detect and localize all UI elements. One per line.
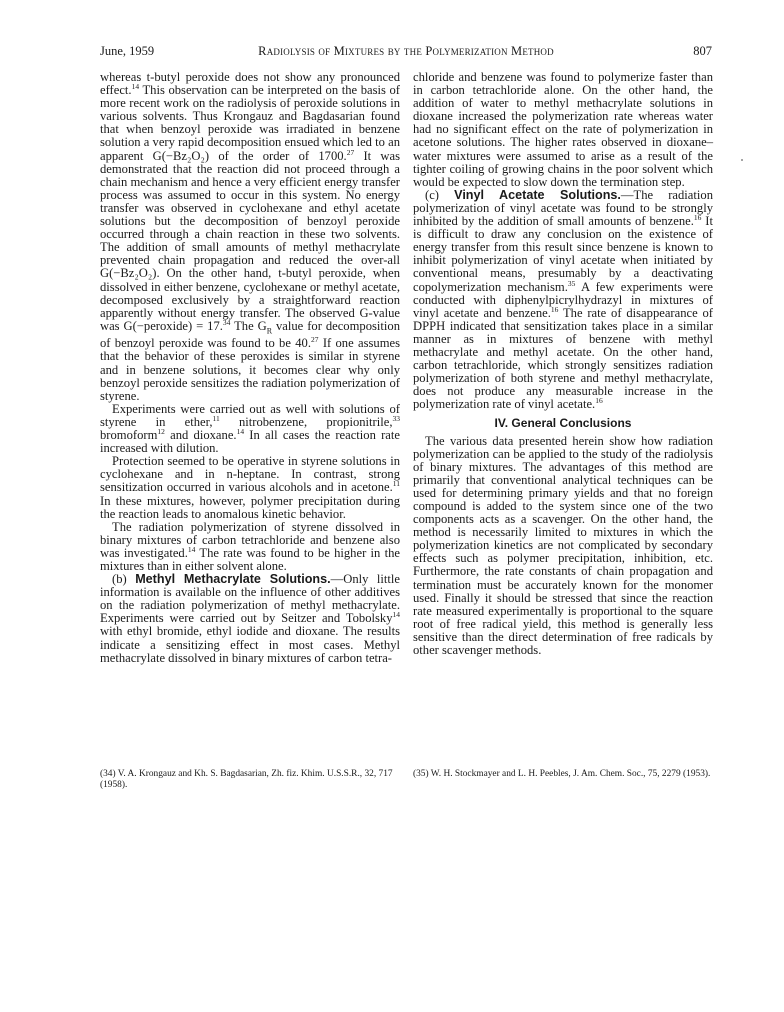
header-date: June, 1959 <box>100 44 155 58</box>
page-number: 807 <box>693 44 712 58</box>
margin-mark <box>741 159 743 161</box>
right-column <box>413 71 713 657</box>
paragraph: (b) Methyl Methacrylate Solutions.—Only little information is available on the influence of other additives on the radiation polymerization of methyl methacrylate. Experiments were carried out by Seitzer and Tobolsky$^{14}$ with ethyl bromide, ethyl iodide and dioxane. The results indicate a sensitizing effect in most cases. Methyl methacrylate dissolved in binary mixtures of carbon tetra- <box>100 572 401 665</box>
subsection-heading: Vinyl Acetate Solutions. <box>454 187 621 202</box>
paragraph: chloride and benzene was found to polymerize faster than in carbon tetrachloride alone. On the other hand, the addition of water to methyl methacrylate solutions in dioxane increased the polymerization rate whereas water had no significant effect on the rate of polymerization in acetone solutions. The higher rates observed in dioxane–water mixtures were assumed to arise as a result of the tighter coiling of growing chains in the poor solvent which would be expected to slow down the termination step. <box>413 70 713 189</box>
paragraph: whereas t-butyl peroxide does not show any pronounced effect.$^{14}$ This observation can be interpreted on the basis of more recent work on the radiolysis of peroxide solutions in various solvents. Thus Krongauz and Bagdasarian found that when benzoyl peroxide was irradiated in benzene solution a very rapid decomposition ensued which led to an apparent G(−Bz₂O₂) of the order of 1700.27 It was demonstrated that the reaction did not proceed through a chain mechanism and hence a very efficient energy transfer process was assumed to occur in this system. No energy transfer was observed in cyclohexane and ethyl acetate solutions but the decomposition of benzoyl peroxide occurred through a chain reaction in these two solvents. The addition of small amounts of methyl methacrylate prevented chain propagation and reduced the over-all G(−Bz₂O₂). On the other hand, t-butyl peroxide, when dissolved in either benzene, cyclohexane or methyl acetate, decomposed exclusively by a straightforward reaction apparently without energy transfer. The observed G-value was G(−peroxide) = 17.34 The $G_R$ value for decomposition of benzoyl peroxide was found to be 40.27 If one assumes that the behavior of these peroxides is similar in styrene and in benzene solutions, it becomes clear why only benzoyl peroxide sensitizes the radiation polymerization of styrene. <box>100 70 401 403</box>
paragraph: Protection seemed to be operative in styrene solutions in cyclohexane and in n-heptane. In contrast, strong sensitization occurred in various alcohols and in acetone.$^{11}$ In these mixtures, however, polymer precipitation during the reaction leads to anomalous kinetic behavior. <box>100 454 400 521</box>
section-heading: IV. General Conclusions <box>494 416 632 431</box>
running-title: Radiolysis of Mixtures by the Polymerization Method <box>258 44 554 58</box>
paragraph: The radiation polymerization of styrene dissolved in binary mixtures of carbon tetrachloride and benzene also was investigated.$^{14}$ The rate was found to be higher in the mixtures than in either solvent alone. <box>100 519 400 573</box>
footnote-left <box>100 765 400 791</box>
page-header <box>100 44 712 60</box>
paragraph: (c) Vinyl Acetate Solutions.—The radiation polymerization of vinyl acetate was found to be strongly inhibited by the addition of small amounts of benzene.$^{16}$ It is difficult to draw any conclusion on the existence of energy transfer from this result since benzene is known to inhibit polymerization of vinyl acetate when initiated by conventional means, presumably by a deactivating copolymerization mechanism.$^{35}$ A few experiments were conducted with diphenylpicrylhydrazyl in mixtures of vinyl acetate and benzene.$^{16}$ The rate of disappearance of DPPH indicated that sensitization takes place in a similar manner as in mixtures of benzene with methyl methacrylate and methyl acetate. On the other hand, carbon tetrachloride, which strongly sensitizes radiation polymerization of both styrene and methyl methacrylate, does not produce any measurable increase in the polymerization rate of vinyl acetate.$^{16}$ <box>413 187 713 412</box>
paragraph: Experiments were carried out as well with solutions of styrene in ether,$^{11}$ nitrobenzene, propionitrile,$^{33}$ bromoform$^{12}$ and dioxane.$^{14}$ In all cases the reaction rate increased with dilution. <box>100 401 400 456</box>
subsection-heading: Methyl Methacrylate Solutions. <box>135 572 331 587</box>
footnote: (35) W. H. Stockmayer and L. H. Peebles, J. Am. Chem. Soc., 75, 2279 (1953). <box>413 769 711 779</box>
paragraph: The various data presented herein show how radiation polymerization can be applied to the study of the radiolysis of binary mixtures. The advantages of this method are primarily that conventional analytical techniques can be used for determining primary yields and that no foreign compound is added to the system since one of the two components acts as a scavenger. On the other hand, the method is necessarily limited to mixtures in which the polymerization kinetics are not complicated by secondary effects such as polymer precipitation, inhibition, etc. Furthermore, the rate constants of chain propagation and termination must be accurately known for the monomer used. Finally it should be stressed that since the reaction rate measured experimentally is proportional to the square root of free radical yield, this method is generally less sensitive than the direct determination of free radicals by other scavenger methods. <box>413 433 713 658</box>
footnote: (34) V. A. Krongauz and Kh. S. Bagdasarian, Zh. fiz. Khim. U.S.S.R., 32, 717 (1958). <box>100 769 393 790</box>
left-column <box>100 71 400 665</box>
footnote-right <box>413 765 713 780</box>
